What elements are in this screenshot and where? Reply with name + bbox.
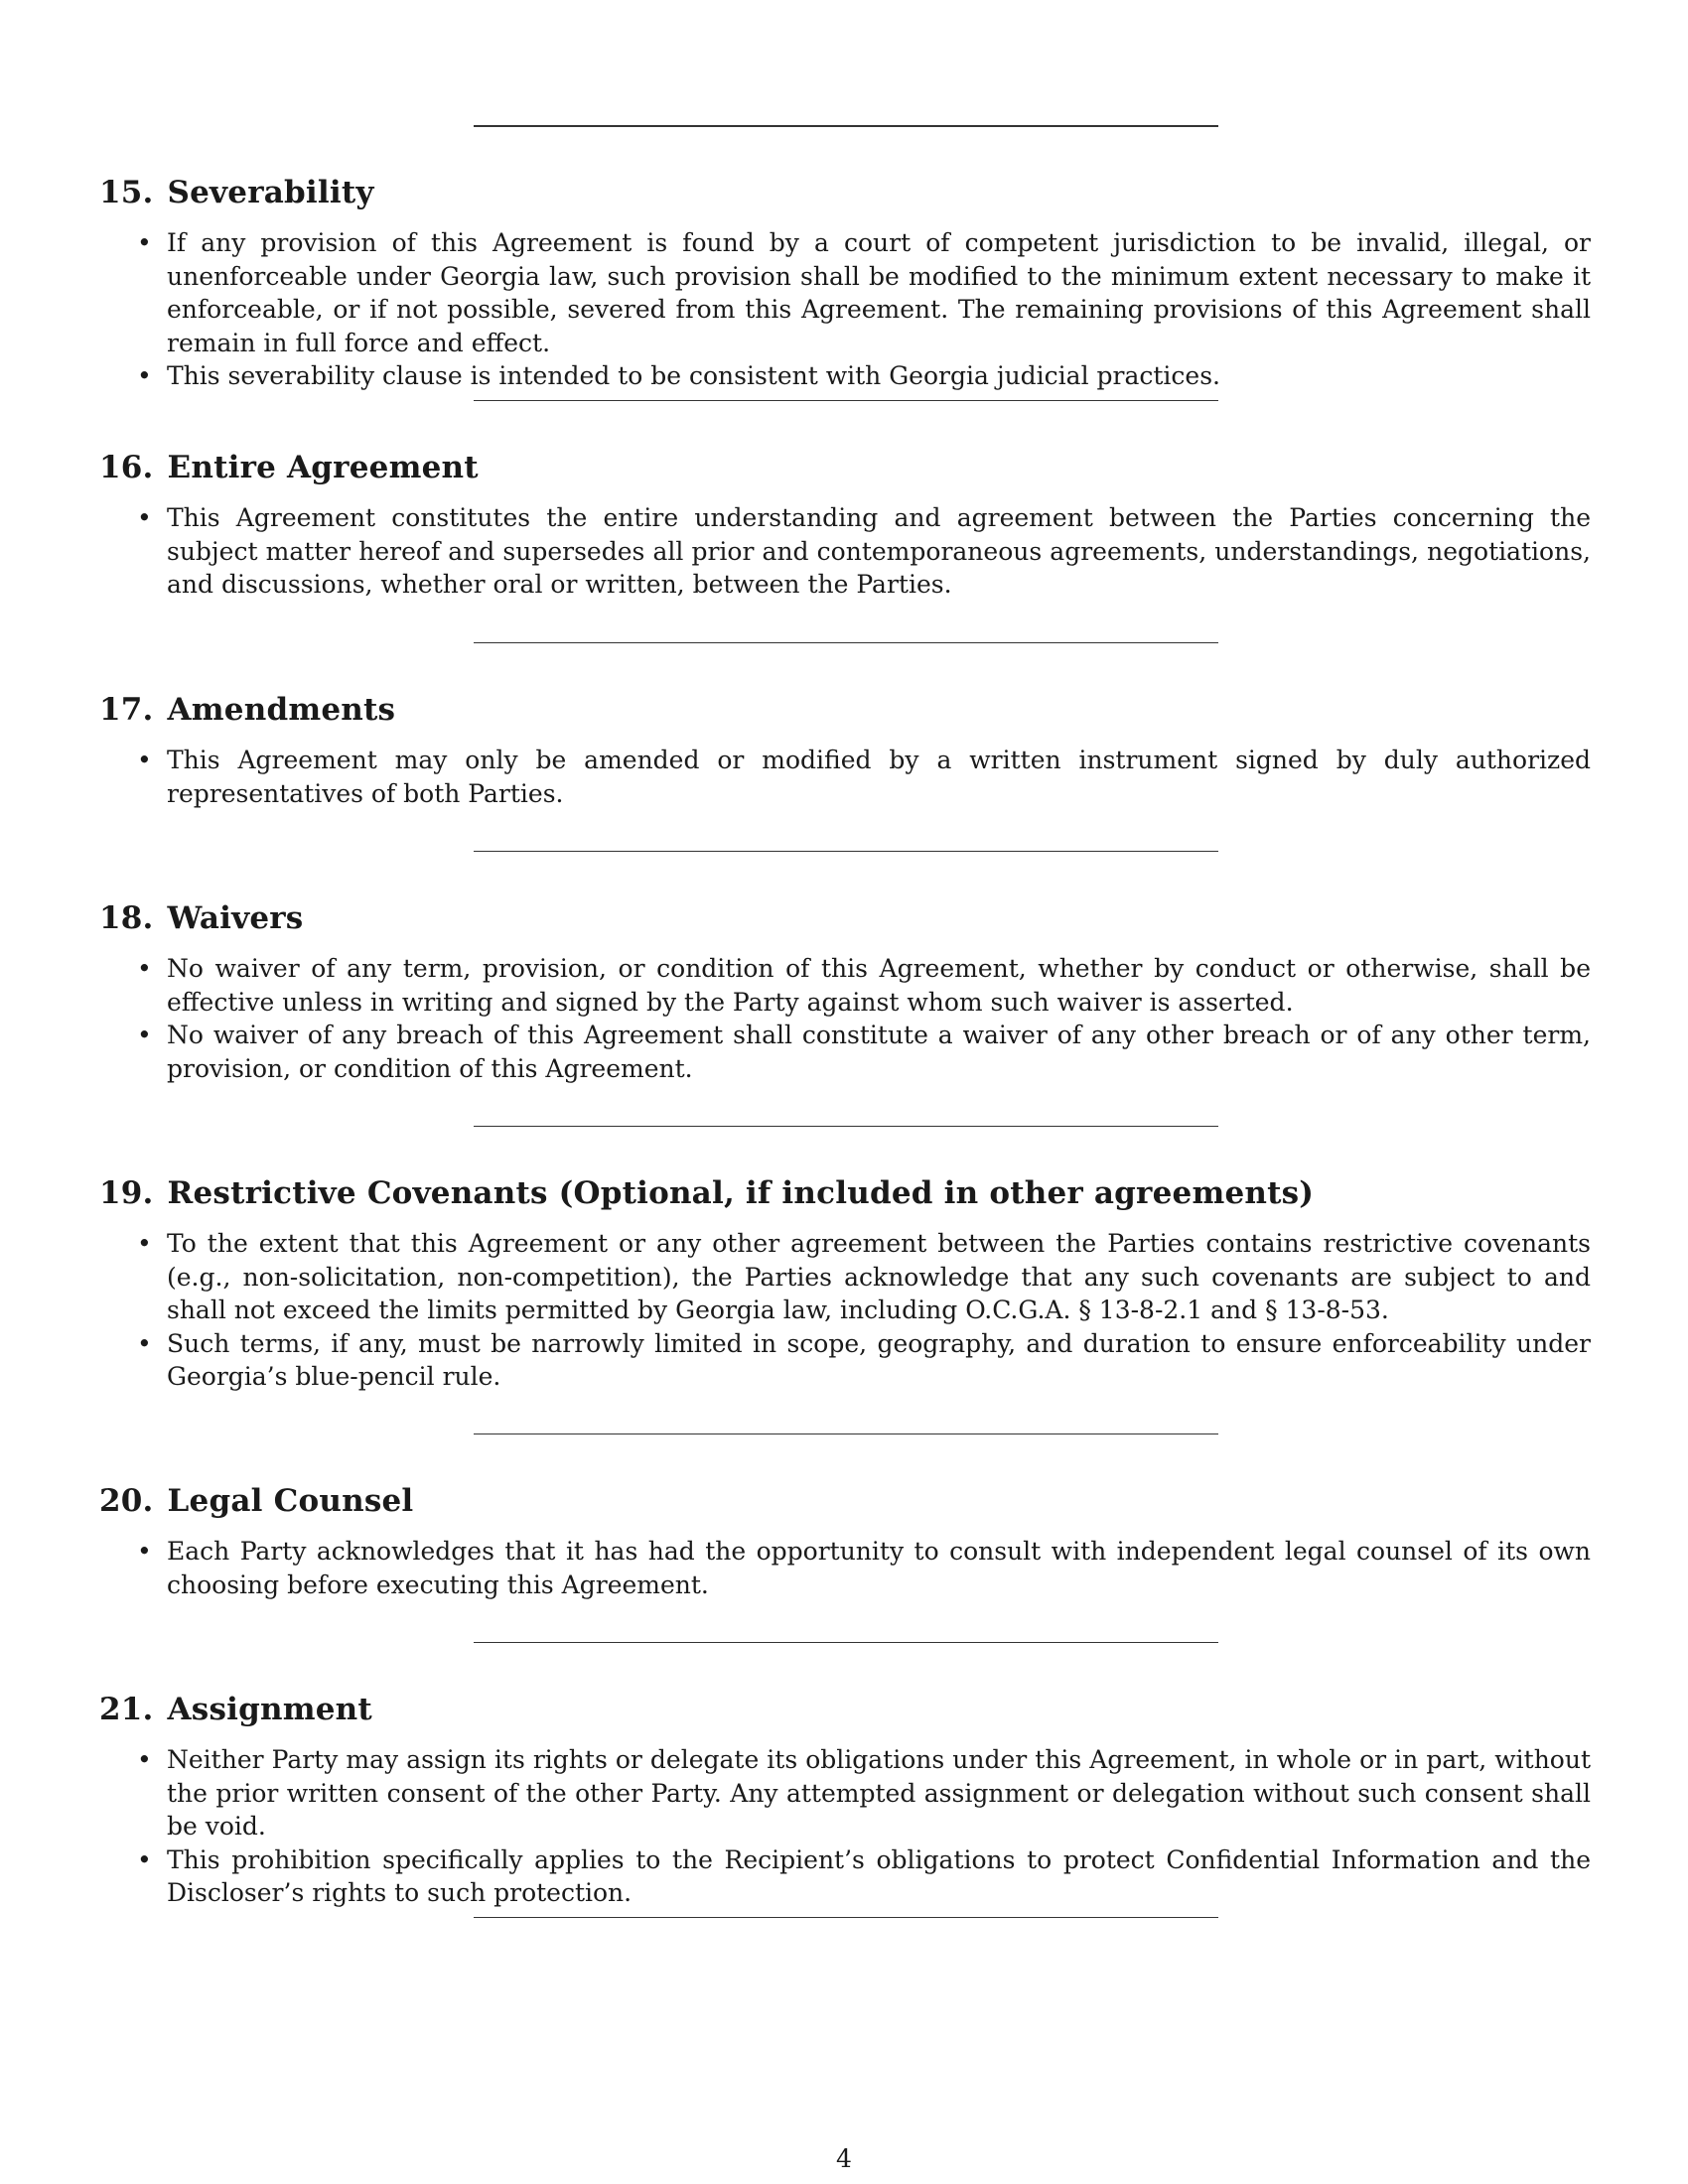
section-divider [474, 1642, 1218, 1643]
bullet-list [99, 1535, 1591, 1601]
section-assignment [99, 1690, 1591, 1910]
bullet-icon: • [137, 954, 152, 983]
bullet-icon: • [137, 1537, 152, 1566]
bullet-icon: • [137, 1745, 152, 1774]
section-heading: 17. Amendments [99, 692, 396, 728]
section-heading: 18. Waivers [99, 900, 304, 936]
section-legal-counsel [99, 1481, 1591, 1601]
bullet-list [99, 1227, 1591, 1394]
bullet-list [99, 744, 1591, 810]
list-item: • Such terms, if any, must be narrowly limited in scope, geography, and duration to ensure enforceability under Georgia’s blue-pencil rule. [137, 1328, 1591, 1391]
bullet-icon: • [137, 1328, 152, 1358]
section-severability [99, 173, 1591, 393]
section-divider [474, 642, 1218, 643]
bullet-icon: • [137, 1021, 152, 1049]
section-divider [474, 125, 1218, 127]
bullet-icon: • [137, 361, 152, 390]
bullet-list [99, 952, 1591, 1085]
section-divider [474, 1917, 1218, 1918]
section-waivers [99, 898, 1591, 1085]
section-amendments [99, 690, 1591, 810]
bullet-list [99, 226, 1591, 393]
bullet-icon: • [137, 1229, 152, 1258]
list-item: • This Agreement may only be amended or modified by a written instrument signed by duly authorized representatives of both Parties. [137, 746, 1591, 808]
list-item: • No waiver of any term, provision, or condition of this Agreement, whether by conduct or otherwise, shall be effective unless in writing and signed by the Party against whom such waiver is asserted. [137, 954, 1591, 1017]
section-restrictive-covenants [99, 1173, 1591, 1394]
list-item: • Each Party acknowledges that it has had the opportunity to consult with independent legal counsel of its own choosing before executing this Agreement. [137, 1537, 1591, 1599]
section-divider [474, 1126, 1218, 1127]
list-item: • To the extent that this Agreement or any other agreement between the Parties contains restrictive covenants (e.g., non-solicitation, non-competition), the Parties acknowledge that any such covenants are subject to and shall not exceed the limits permitted by Georgia law, including O.C.G.A. § 13-8-2.1 and § 13-8-53. [137, 1229, 1591, 1324]
section-divider [474, 400, 1218, 401]
list-item: • If any provision of this Agreement is found by a court of competent jurisdiction to be invalid, illegal, or unenforceable under Georgia law, such provision shall be modified to the minimum extent necessary to make it enforceable, or if not possible, severed from this Agreement. The remaining provisions of this Agreement shall remain in full force and effect. [137, 228, 1591, 357]
section-heading: 19. Restrictive Covenants (Optional, if included in other agreements) [99, 1175, 1315, 1211]
bullet-icon: • [137, 1844, 152, 1874]
section-heading: 16. Entire Agreement [99, 450, 479, 485]
section-divider [474, 851, 1218, 852]
bullet-list [99, 1743, 1591, 1910]
section-divider [474, 1433, 1218, 1434]
bullet-icon: • [137, 503, 152, 532]
list-item: • This Agreement constitutes the entire understanding and agreement between the Parties concerning the subject matter hereof and supersedes all prior and contemporaneous agreements, understandings, negotiations, and discussions, whether oral or written, between the Parties. [137, 503, 1591, 599]
list-item: • This prohibition specifically applies to the Recipient’s obligations to protect Confidential Information and the Discloser’s rights to such protection. [137, 1844, 1591, 1907]
bullet-list [99, 501, 1591, 602]
section-entire-agreement [99, 448, 1591, 602]
section-heading: 20. Legal Counsel [99, 1483, 414, 1519]
section-heading: 15. Severability [99, 175, 374, 210]
list-item: • No waiver of any breach of this Agreement shall constitute a waiver of any other breach or of any other term, provision, or condition of this Agreement. [137, 1021, 1591, 1083]
list-item: • This severability clause is intended to be consistent with Georgia judicial practices. [167, 359, 1591, 393]
bullet-icon: • [137, 746, 152, 774]
section-heading: 21. Assignment [99, 1692, 372, 1727]
page-number: 4 [836, 2144, 852, 2173]
list-item: • Neither Party may assign its rights or delegate its obligations under this Agreement, in whole or in part, without the prior written consent of the other Party. Any attempted assignment or delegation without such consent shall be void. [137, 1745, 1591, 1841]
bullet-icon: • [137, 228, 152, 257]
